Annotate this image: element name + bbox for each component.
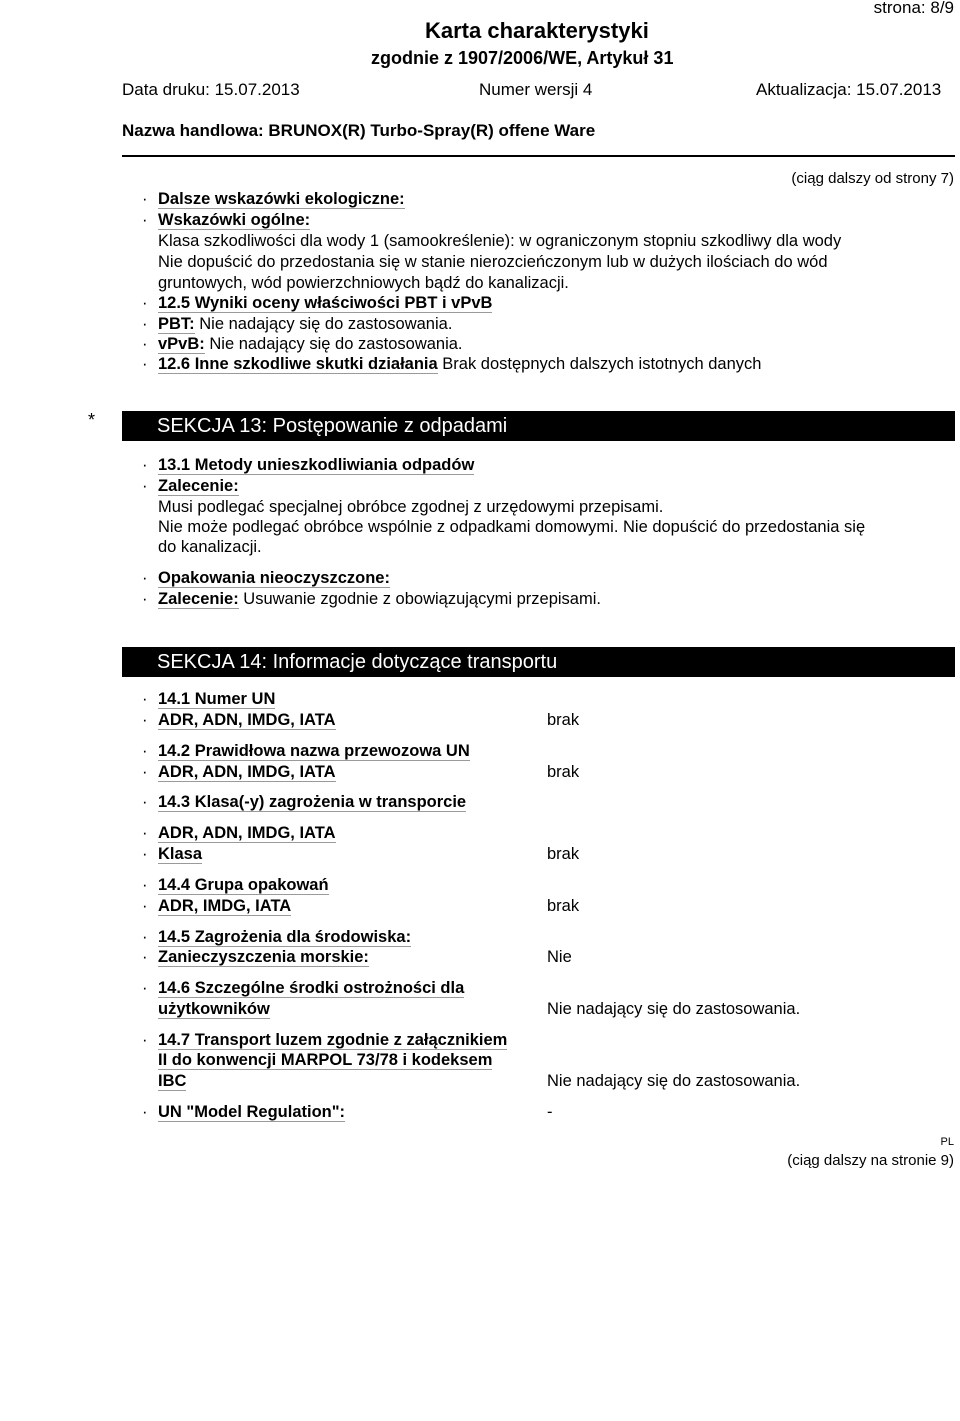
section-14-header: SEKCJA 14: Informacje dotyczące transportu <box>122 647 955 677</box>
bullet: · <box>142 569 148 587</box>
trade-name: Nazwa handlowa: BRUNOX(R) Turbo-Spray(R) offene Ware <box>122 121 596 140</box>
environment-heading: 14.5 Zagrożenia dla środowiska: <box>158 928 412 946</box>
disposal-methods-heading: 13.1 Metody unieszkodliwiania odpadów <box>158 456 475 474</box>
special-precautions-heading-2: użytkowników <box>158 1000 270 1018</box>
bullet: · <box>142 876 148 894</box>
header-rule <box>122 155 955 157</box>
bullet: · <box>142 590 148 608</box>
class-label: Klasa <box>158 845 203 863</box>
water-hazard-text: Klasa szkodliwości dla wody 1 (samookreślenie): w ograniczonym stopniu szkodliwy dla wody <box>158 232 842 250</box>
continued-from: (ciąg dalszy od strony 7) <box>791 170 954 187</box>
pbt-value: Nie nadający się do zastosowania. <box>194 315 453 333</box>
shipping-name-value: brak <box>547 763 580 781</box>
packaging-recommendation-value: Usuwanie zgodnie z obowiązującymi przepisami. <box>238 590 601 608</box>
bullet: · <box>142 211 148 229</box>
revision-marker: * <box>88 410 96 430</box>
version-number: Numer wersji 4 <box>479 80 593 99</box>
class-value: brak <box>547 845 580 863</box>
other-effects-label: 12.6 Inne szkodliwe skutki działania <box>158 355 438 373</box>
document-title: Karta charakterystyki <box>425 18 649 43</box>
marine-pollutant-label: Zanieczyszczenia morskie: <box>158 948 369 966</box>
special-precautions-heading-1: 14.6 Szczególne środki ostrożności dla <box>158 979 465 997</box>
print-date: Data druku: 15.07.2013 <box>122 80 300 99</box>
update-date: Aktualizacja: 15.07.2013 <box>756 80 942 99</box>
model-regulation-label: UN "Model Regulation": <box>158 1103 346 1121</box>
packing-group-heading: 14.4 Grupa opakowań <box>158 876 329 894</box>
disposal-text-1: Musi podlegać specjalnej obróbce zgodnej z urzędowymi przepisami. <box>158 498 664 516</box>
language-code: PL <box>940 1136 954 1148</box>
pbt-row <box>158 314 452 335</box>
eco-hint-heading: Dalsze wskazówki ekologiczne: <box>158 190 405 208</box>
packaging-heading: Opakowania nieoczyszczone: <box>158 569 390 587</box>
hazard-class-heading: 14.3 Klasa(-y) zagrożenia w transporcie <box>158 793 467 811</box>
shipping-name-heading: 14.2 Prawidłowa nazwa przewozowa UN <box>158 742 470 760</box>
un-number-value: brak <box>547 711 580 729</box>
bullet: · <box>142 456 148 474</box>
continued-on: (ciąg dalszy na stronie 9) <box>787 1152 954 1169</box>
bullet: · <box>142 315 148 333</box>
other-effects-value: Brak dostępnych dalszych istotnych danych <box>437 355 762 373</box>
transport-modes-2: ADR, ADN, IMDG, IATA <box>158 763 336 781</box>
disposal-text-2: Nie może podlegać obróbce wspólnie z odpadkami domowymi. Nie dopuścić do przedostania się <box>158 518 866 536</box>
document-subtitle: zgodnie z 1907/2006/WE, Artykuł 31 <box>371 48 674 68</box>
transport-modes-1: ADR, ADN, IMDG, IATA <box>158 711 336 729</box>
bullet: · <box>142 711 148 729</box>
model-regulation-value: - <box>547 1103 553 1121</box>
vpvb-label: vPvB: <box>158 335 205 353</box>
bulk-transport-heading-2: II do konwencji MARPOL 73/78 i kodeksem <box>158 1051 493 1069</box>
bulk-transport-value: Nie nadający się do zastosowania. <box>547 1072 801 1090</box>
recommendation-heading: Zalecenie: <box>158 477 239 495</box>
packaging-recommendation-label: Zalecenie: <box>158 590 239 608</box>
bullet: · <box>142 335 148 353</box>
bullet: · <box>142 1103 148 1121</box>
bullet: · <box>142 948 148 966</box>
pbt-label: PBT: <box>158 315 195 333</box>
bullet: · <box>142 742 148 760</box>
marine-pollutant-value: Nie <box>547 948 572 966</box>
transport-modes-3: ADR, ADN, IMDG, IATA <box>158 824 336 842</box>
bullet: · <box>142 979 148 997</box>
bullet: · <box>142 690 148 708</box>
general-hint-heading: Wskazówki ogólne: <box>158 211 311 229</box>
disposal-text-3: do kanalizacji. <box>158 538 262 556</box>
bullet: · <box>142 845 148 863</box>
vpvb-row <box>158 334 463 355</box>
bullet: · <box>142 897 148 915</box>
bulk-transport-heading-3: IBC <box>158 1072 187 1090</box>
other-effects-row <box>158 354 761 375</box>
special-precautions-value: Nie nadający się do zastosowania. <box>547 1000 801 1018</box>
bullet: · <box>142 355 148 373</box>
bullet: · <box>142 190 148 208</box>
bulk-transport-heading-1: 14.7 Transport luzem zgodnie z załącznikiem <box>158 1031 508 1049</box>
pbt-heading: 12.5 Wyniki oceny właściwości PBT i vPvB <box>158 294 493 312</box>
packing-group-value: brak <box>547 897 580 915</box>
transport-modes-4: ADR, IMDG, IATA <box>158 897 292 915</box>
vpvb-value: Nie nadający się do zastosowania. <box>204 335 463 353</box>
bullet: · <box>142 793 148 811</box>
packaging-recommendation-row <box>158 589 601 610</box>
bullet: · <box>142 294 148 312</box>
bullet: · <box>142 1031 148 1049</box>
drainage-text-1: Nie dopuścić do przedostania się w stanie nierozcieńczonym lub w dużych ilościach do wód <box>158 253 828 271</box>
page-number: strona: 8/9 <box>873 0 954 17</box>
drainage-text-2: gruntowych, wód powierzchniowych bądź do kanalizacji. <box>158 274 569 292</box>
bullet: · <box>142 824 148 842</box>
bullet: · <box>142 928 148 946</box>
section-13-header: SEKCJA 13: Postępowanie z odpadami <box>122 411 955 441</box>
un-number-heading: 14.1 Numer UN <box>158 690 276 708</box>
bullet: · <box>142 763 148 781</box>
bullet: · <box>142 477 148 495</box>
